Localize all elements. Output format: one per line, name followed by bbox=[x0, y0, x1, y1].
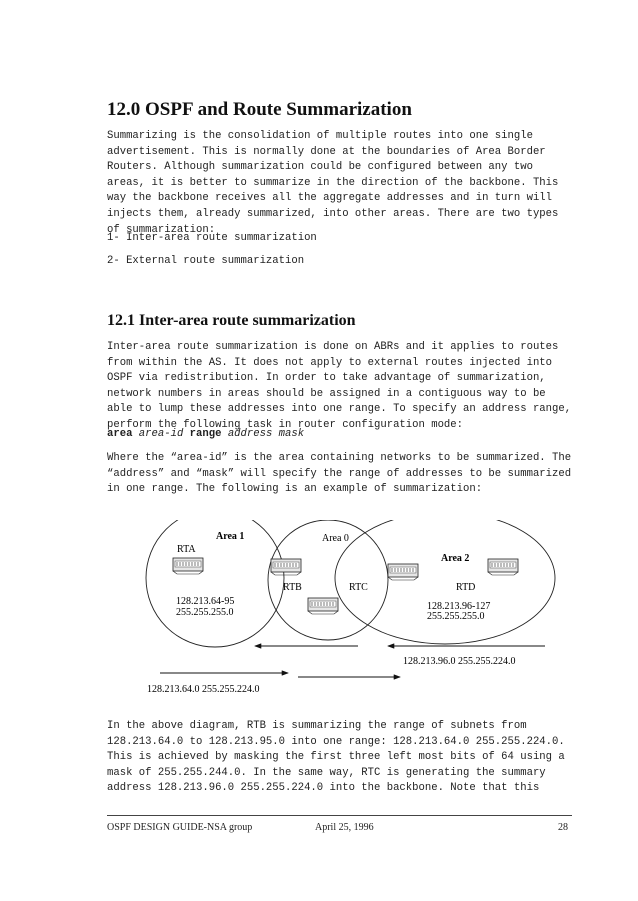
rtd-label: RTD bbox=[456, 582, 476, 593]
text-line: from within the AS. It does not apply to external routes injected into bbox=[107, 356, 553, 369]
rta-label: RTA bbox=[177, 544, 196, 555]
text-line: injects them, already summarized, into other areas. There are two types bbox=[107, 207, 559, 220]
rtc-label: RTC bbox=[349, 582, 368, 593]
area1-label: Area 1 bbox=[216, 531, 245, 542]
subsection-paragraph-2 bbox=[107, 451, 577, 498]
router-icon bbox=[388, 564, 418, 580]
router-icon bbox=[271, 559, 301, 575]
text-line: mask of 255.255.244.0. In the same way, RTC is generating the summary bbox=[107, 766, 546, 779]
subsection-title: 12.1 Inter-area route summarization bbox=[107, 312, 356, 329]
summary-right-label: 128.213.96.0 255.255.224.0 bbox=[403, 656, 516, 667]
text-line: able to lump these addresses into one range. To specify an address range, bbox=[107, 403, 572, 416]
text-line: Inter-area route summarization is done on ABRs and it applies to routes bbox=[107, 341, 559, 353]
keyword-range: range bbox=[189, 428, 222, 440]
area1-mask: 255.255.255.0 bbox=[176, 607, 234, 618]
text-line: In the above diagram, RTB is summarizing the range of subnets from bbox=[107, 720, 527, 732]
arg-area-id: area-id bbox=[138, 428, 184, 440]
rtb-label: RTB bbox=[283, 582, 302, 593]
router-icon bbox=[173, 558, 203, 574]
area2-mask: 255.255.255.0 bbox=[427, 611, 485, 622]
text-line: “address” and “mask” will specify the range of addresses to be summarized bbox=[107, 467, 572, 480]
closing-paragraph bbox=[107, 719, 577, 797]
list-item: 1- Inter-area route summarization bbox=[107, 232, 317, 244]
footer-divider bbox=[107, 815, 572, 816]
footer-date: April 25, 1996 bbox=[315, 822, 374, 833]
text-line: way the backbone receives all the aggregate addresses and in turn will bbox=[107, 192, 553, 205]
text-line: OSPF via redistribution. In order to take advantage of summarization, bbox=[107, 372, 546, 385]
footer-left: OSPF DESIGN GUIDE-NSA group bbox=[107, 822, 253, 833]
area2-network: 128.213.96-127 bbox=[427, 601, 491, 612]
text-line: Where the “area-id” is the area containing networks to be summarized. The bbox=[107, 452, 572, 464]
subsection-paragraph bbox=[107, 340, 577, 434]
intro-paragraph bbox=[107, 129, 577, 238]
area0-label: Area 0 bbox=[322, 533, 349, 544]
text-line: address 128.213.96.0 255.255.224.0 into the backbone. Note that this bbox=[107, 782, 540, 795]
text-line: advertisement. This is normally done at the boundaries of Area Border bbox=[107, 145, 546, 158]
text-line: network numbers in areas should be assigned in a contiguous way to be bbox=[107, 387, 546, 400]
area2-label: Area 2 bbox=[441, 553, 470, 564]
text-line: areas, it is better to summarize in the direction of the backbone. This bbox=[107, 176, 559, 189]
router-icon bbox=[488, 559, 518, 575]
keyword-area: area bbox=[107, 428, 133, 440]
router-icon bbox=[308, 598, 338, 614]
arg-address-mask: address mask bbox=[227, 428, 305, 440]
text-line: This is achieved by masking the first three left most bits of 64 using a bbox=[107, 751, 565, 764]
text-line: perform the following task in router configuration mode: bbox=[107, 418, 464, 431]
area1-network: 128.213.64-95 bbox=[176, 596, 235, 607]
summary-left-label: 128.213.64.0 255.255.224.0 bbox=[147, 684, 260, 695]
command-syntax bbox=[107, 427, 577, 443]
text-line: Summarizing is the consolidation of multiple routes into one single bbox=[107, 130, 533, 142]
list-item: 2- External route summarization bbox=[107, 255, 305, 267]
page-number: 28 bbox=[558, 822, 568, 833]
text-line: Routers. Although summarization could be configured between any two bbox=[107, 161, 533, 174]
area1-boundary bbox=[146, 520, 284, 647]
ospf-summarization-diagram bbox=[100, 520, 570, 710]
area2-boundary bbox=[335, 520, 555, 644]
text-line: in one range. The following is an example of summarization: bbox=[107, 483, 483, 496]
text-line: 128.213.64.0 to 128.213.95.0 into one range: 128.213.64.0 255.255.224.0. bbox=[107, 735, 565, 748]
text-line: of summarization: bbox=[107, 223, 216, 236]
section-title: 12.0 OSPF and Route Summarization bbox=[107, 99, 412, 120]
